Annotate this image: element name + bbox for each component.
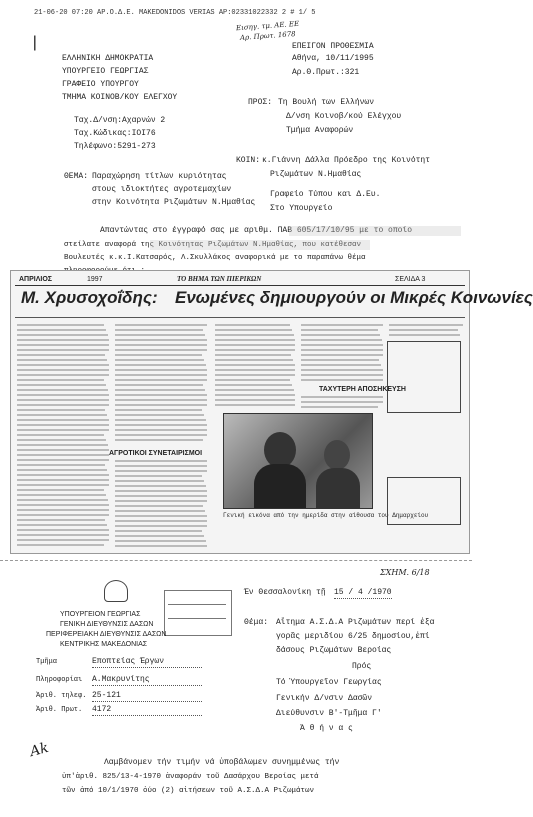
column-text-line	[17, 489, 104, 491]
subject2-line-2: γορᾶς μεριδίου 6/25 δημοσίου,ἐπί	[276, 632, 430, 641]
column-text-line	[115, 334, 205, 336]
column-text-line	[115, 424, 207, 426]
column-text-line	[301, 339, 382, 341]
column-text-line	[389, 334, 460, 336]
body-line-2: στείλατε αναφορά της Κοινότητας Ριζωμάτων Ν.Ημαθίας, που κατέθεσαν	[64, 241, 362, 249]
column-text-line	[17, 534, 109, 536]
column-text-line	[115, 404, 207, 406]
column-text-line	[17, 474, 109, 476]
column-text-line	[115, 434, 207, 436]
to2-label: Πρός	[352, 662, 372, 671]
body-line-1: Απαντώντας στο έγγραφό σας με αριθμ. ΠΑΒ 605/17/10/95 με το οποίο	[100, 226, 413, 235]
newspaper-page: ΣΕΛΙΔΑ 3	[395, 276, 426, 283]
field-value-protocol: 4172	[92, 705, 202, 716]
column-text-line	[17, 479, 109, 481]
address-line-2: Ταχ.Κώδικας:ΙΟΙ76	[74, 129, 156, 138]
column-text-line	[115, 389, 205, 391]
column-text-line	[215, 364, 295, 366]
column-text-line	[17, 324, 104, 326]
subject2-line-1: Αἴτημα Α.Σ.Δ.Α Ριζωμάτων περί ἐξα	[276, 618, 435, 627]
column-text-line	[115, 465, 207, 467]
column-text-line	[17, 364, 109, 366]
column-text-line	[17, 334, 108, 336]
column-text-line	[215, 374, 295, 376]
column-text-line	[17, 519, 105, 521]
column-text-line	[301, 379, 383, 381]
letterhead-line-4: ΤΜΗΜΑ ΚΟΙΝΟΒ/ΚΟΥ ΕΛΕΓΧΟΥ	[62, 93, 178, 102]
recipient-line-1: Τό Ὑπουργεῖον Γεωργίας	[276, 678, 382, 687]
column-text-line	[115, 399, 207, 401]
column-text-line	[301, 369, 383, 371]
recipient-line-4: Ἀ θ ή ν α ς	[300, 724, 353, 733]
column-text-line	[301, 359, 379, 361]
column-text-line	[115, 505, 203, 507]
column-text-line	[17, 409, 105, 411]
subject-line-2: στους ιδιοκτήτες αγροτεμαχίων	[92, 185, 232, 194]
protocol-number: Αρ.Θ.Πρωτ.:321	[292, 68, 360, 77]
column-text-line	[301, 364, 381, 366]
column-text-line	[215, 369, 295, 371]
column-text-line	[17, 329, 106, 331]
column-text-line	[115, 394, 207, 396]
org-line-4: ΚΕΝΤΡΙΚΗΣ ΜΑΚΕΔΟΝΙΑΣ	[60, 641, 148, 648]
column-text-line	[17, 449, 109, 451]
column-text-line	[115, 525, 207, 527]
column-text-line	[115, 329, 203, 331]
column-text-line	[301, 334, 380, 336]
column-text-line	[389, 329, 458, 331]
column-text-line	[17, 494, 106, 496]
org-line-1: ΥΠΟΥΡΓΕΙΟΝ ΓΕΩΡΓΙΑΣ	[60, 611, 141, 618]
cc-line-2: Ριζωμάτων Ν.Ημαθίας	[270, 170, 362, 179]
headline-text: Ενωμένες δημιουργούν οι Μικρές Κοινωνίες	[175, 288, 533, 307]
letter-date: Αθήνα, 10/11/1995	[292, 54, 374, 63]
field-label-department: Τμῆμα	[36, 658, 58, 666]
address-line-3: Τηλέφωνο:5291-273	[74, 142, 156, 151]
sidebar-box	[387, 341, 461, 413]
to-line-1: Τη Βουλή των Ελλήνων	[278, 98, 375, 107]
column-text-line	[17, 414, 107, 416]
column-text-line	[115, 535, 204, 537]
field-label-information: Πληροφορίαι	[36, 676, 83, 684]
column-text-line	[115, 510, 205, 512]
column-text-line	[17, 499, 108, 501]
column-text-line	[115, 500, 207, 502]
subject-line-1: Παραχώρηση τίτλων κυριότητας	[92, 172, 227, 181]
handwritten-signature: Ak	[28, 739, 51, 761]
column-text-line	[301, 349, 383, 351]
column-text-line	[115, 419, 206, 421]
column-text-line	[215, 394, 295, 396]
letter2-body-line-1: Λαμβάνομεν τήν τιμήν νά ὑποβάλωμεν συνημμένως τήν	[104, 758, 340, 767]
column-text-line	[389, 324, 463, 326]
column-text-line	[115, 530, 202, 532]
column-text-line	[17, 444, 108, 446]
margin-mark: |	[30, 34, 40, 52]
subject-line-3: στην Κοινότητα Ριζωμάτων Ν.Ημαθίας	[92, 198, 256, 207]
column-text-line	[17, 434, 104, 436]
column-text-line	[115, 540, 206, 542]
column-text-line	[17, 454, 109, 456]
column-text-line	[17, 504, 109, 506]
column-text-line	[115, 485, 206, 487]
subject-label: ΘΕΜΑ:	[64, 172, 89, 181]
cc-line-1: κ.Γιάννη Δάλλα Πρόεδρο της Κοινότητ	[262, 156, 431, 165]
article-photo	[223, 413, 373, 509]
column-text-line	[17, 514, 109, 516]
recipient-line-3: Διεύθυνσιν Β'-Τμῆμα Γ'	[276, 709, 382, 718]
address-line-1: Ταχ.Δ/νση:Αχαρνών 2	[74, 116, 166, 125]
subhead-cooperatives: ΑΓΡΟΤΙΚΟΙ ΣΥΝΕΤΑΙΡΙΣΜΟΙ	[109, 450, 203, 457]
column-text-line	[17, 389, 108, 391]
cc-line-4: Στο Υπουργείο	[270, 204, 333, 213]
newspaper-month: ΑΠΡΙΛΙΟΣ	[19, 276, 52, 283]
subhead-storage: ΤΑΧΥΤΕΡΗ ΑΠΟΣΗΚΕΥΣΗ	[319, 386, 406, 393]
column-text-line	[301, 406, 378, 408]
column-text-line	[115, 414, 204, 416]
handwritten-stamp: ΣΧΗΜ. 6/18	[380, 568, 430, 577]
column-text-line	[115, 495, 207, 497]
column-text-line	[215, 324, 290, 326]
column-text-line	[17, 524, 107, 526]
column-text-line	[17, 424, 109, 426]
urgent-label: ΕΠΕΙΓΟΝ ΠΡΟΘΕΣΜΙΑ	[292, 42, 374, 51]
place-date-label: Έν Θεσσαλονίκη τῇ	[244, 588, 326, 597]
highlight-mark	[150, 240, 370, 250]
column-text-line	[17, 544, 104, 546]
org-line-2: ΓΕΝΙΚΗ ΔΙΕΥΘΥΝΣΙΣ ΔΑΣΩΝ	[60, 621, 154, 628]
column-text-line	[17, 384, 106, 386]
column-text-line	[301, 329, 378, 331]
column-text-line	[17, 399, 109, 401]
cc-line-3: Γραφείο Τύπου και Δ.Ευ.	[270, 190, 381, 199]
column-text-line	[115, 324, 207, 326]
column-text-line	[17, 464, 105, 466]
org-line-3: ΠΕΡΙΦΕΡΕΙΑΚΗ ΔΙΕΥΘΥΝΣΙΣ ΔΑΣΩΝ	[46, 631, 167, 638]
column-text-line	[215, 344, 295, 346]
column-text-line	[17, 529, 109, 531]
column-text-line	[301, 324, 383, 326]
newspaper-clipping	[10, 270, 533, 554]
column-text-line	[17, 349, 109, 351]
column-text-line	[215, 379, 290, 381]
body-line-3: Βουλευτές κ.κ.Ι.Κατσαρός, Λ.Σκυλλάκος αναφορικά με το παραπάνω θέμα	[64, 254, 366, 262]
column-text-line	[215, 339, 295, 341]
registry-stamp-line	[168, 604, 226, 605]
place-date-value: 15 / 4 /1970	[334, 588, 392, 597]
column-text-line	[115, 470, 207, 472]
newspaper-year: 1997	[87, 276, 103, 283]
column-text-line	[17, 369, 109, 371]
registry-stamp	[164, 590, 232, 636]
field-value-information: Α.Μακρυνίτης	[92, 675, 202, 686]
column-text-line	[17, 379, 104, 381]
photo-caption: Γενική εικόνα από την ημερίδα στην αίθουσα του Δημαρχείου	[223, 512, 429, 519]
column-text-line	[115, 429, 207, 431]
letterhead-line-2: ΥΠΟΥΡΓΕΙΟ ΓΕΩΡΓΙΑΣ	[62, 67, 149, 76]
column-text-line	[215, 384, 292, 386]
column-text-line	[215, 399, 295, 401]
field-label-protocol: Ἀριθ. Πρωτ.	[36, 706, 83, 714]
column-text-line	[215, 354, 291, 356]
column-text-line	[17, 429, 109, 431]
column-text-line	[301, 354, 383, 356]
column-text-line	[115, 384, 203, 386]
column-text-line	[301, 396, 383, 398]
letter2-body-line-3: τῶν ἀπό 10/1/1970 ὁύο (2) αἰτήσεων τοῦ Α.Σ.Δ.Α Ριζωμάτων	[62, 787, 315, 795]
headline-rule	[15, 317, 465, 318]
column-text-line	[17, 354, 105, 356]
column-text-line	[115, 520, 207, 522]
column-text-line	[17, 469, 107, 471]
subject2-line-3: δάσους Ριζωμάτων Βεροίας	[276, 646, 392, 655]
column-text-line	[115, 379, 207, 381]
column-text-line	[215, 389, 294, 391]
field-value-department: Εποπτείας Έργων	[92, 657, 202, 668]
column-text-line	[215, 334, 294, 336]
column-text-line	[115, 374, 207, 376]
column-text-line	[115, 409, 202, 411]
field-label-phone: Ἀριθ. τηλεφ.	[36, 692, 87, 700]
column-text-line	[115, 545, 207, 547]
column-text-line	[17, 344, 109, 346]
column-text-line	[115, 364, 206, 366]
letterhead-line-3: ΓΡΑΦΕΙΟ ΥΠΟΥΡΓΟΥ	[62, 80, 139, 89]
field-value-phone: 25-121	[92, 691, 202, 702]
column-text-line	[17, 394, 109, 396]
coat-of-arms-emblem	[104, 580, 128, 602]
highlight-mark	[289, 226, 461, 236]
column-text-line	[17, 509, 109, 511]
column-text-line	[301, 401, 383, 403]
column-text-line	[115, 475, 202, 477]
cc-label: ΚΟΙΝ:	[236, 156, 261, 165]
column-text-line	[115, 354, 202, 356]
column-text-line	[215, 329, 292, 331]
column-text-line	[115, 349, 207, 351]
to-line-2: Δ/νση Κοινοβ/κού Ελέγχου	[286, 112, 402, 121]
column-text-line	[17, 459, 109, 461]
column-text-line	[215, 359, 293, 361]
column-text-line	[115, 359, 204, 361]
column-text-line	[115, 339, 207, 341]
sidebar-box	[387, 477, 461, 525]
newspaper-name: ΤΟ ΒΗΜΑ ΤΩΝ ΠΙΕΡΙΚΩΝ	[177, 275, 262, 283]
column-text-line	[115, 460, 207, 462]
column-text-line	[17, 484, 109, 486]
column-text-line	[17, 374, 109, 376]
to-line-3: Τμήμα Αναφορών	[286, 126, 354, 135]
column-text-line	[115, 344, 207, 346]
column-text-line	[17, 339, 109, 341]
header-rule	[15, 285, 465, 286]
section-divider	[0, 560, 472, 561]
column-text-line	[115, 515, 207, 517]
to-label: ΠΡΟΣ:	[248, 98, 273, 107]
column-text-line	[17, 539, 109, 541]
column-text-line	[17, 404, 109, 406]
headline-name: Μ. Χρυσοχοΐδης:	[21, 288, 158, 307]
letterhead-line-1: ΕΛΛΗΝΙΚΗ ΔΗΜΟΚΡΑΤΙΑ	[62, 54, 154, 63]
handwritten-note-line-2: Αρ. Πρωτ. 1678	[239, 30, 296, 42]
column-text-line	[17, 359, 107, 361]
recipient-line-2: Γενικήν Δ/νσιν Δασῶν	[276, 694, 373, 703]
column-text-line	[17, 439, 106, 441]
column-text-line	[17, 419, 109, 421]
column-text-line	[215, 349, 295, 351]
column-text-line	[115, 490, 207, 492]
fax-header: 21-06-20 07:20 ΑΡ.Ο.Δ.Ε. MAKEDONIDOS VERIAS ΑΡ:02331022332 2 # 1/ 5	[34, 9, 316, 17]
column-text-line	[301, 374, 383, 376]
letter2-body-line-2: ὑπ'ἀριθ. 825/13-4-1970 ἀναφοράν τοῦ Δασάρχου Βεροίας μετά	[62, 773, 319, 781]
column-text-line	[115, 369, 207, 371]
handwritten-note-line-1: Εισηγ. τμ. ΑΕ. ΕΕ	[235, 19, 300, 33]
column-text-line	[115, 480, 204, 482]
column-text-line	[301, 344, 383, 346]
registry-stamp-line	[168, 618, 226, 619]
column-text-line	[215, 404, 295, 406]
column-text-line	[115, 439, 203, 441]
subject2-label: Θέμα:	[244, 618, 269, 627]
